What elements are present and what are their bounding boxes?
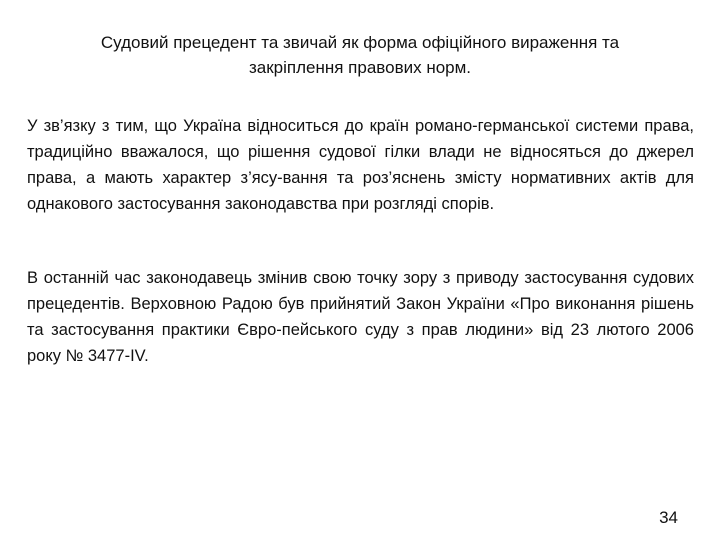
page-number: 34 <box>659 508 678 527</box>
paragraph-2: В останній час законодавець змінив свою точку зору з приводу застосування судових прецедентів. Верховною Радою був прийнятий Закон України «Про виконання рішень та застосування практики Євро-пейського суду з прав людини» від 23 лютого 2006 року № 3477-IV. <box>27 269 694 365</box>
paragraph-1: У зв’язку з тим, що Україна відноситься до країн романо-германської системи права, традиційно вважалося, що рішення судової гілки влади не відносяться до джерел права, а мають характер з’ясу-вання та роз’яснень змісту нормативних актів для однакового застосування законодавства при розгляді спорів. <box>27 117 694 213</box>
slide-title: Судовий прецедент та звичай як форма офіційного вираження та закріплення правових норм. <box>100 33 620 77</box>
